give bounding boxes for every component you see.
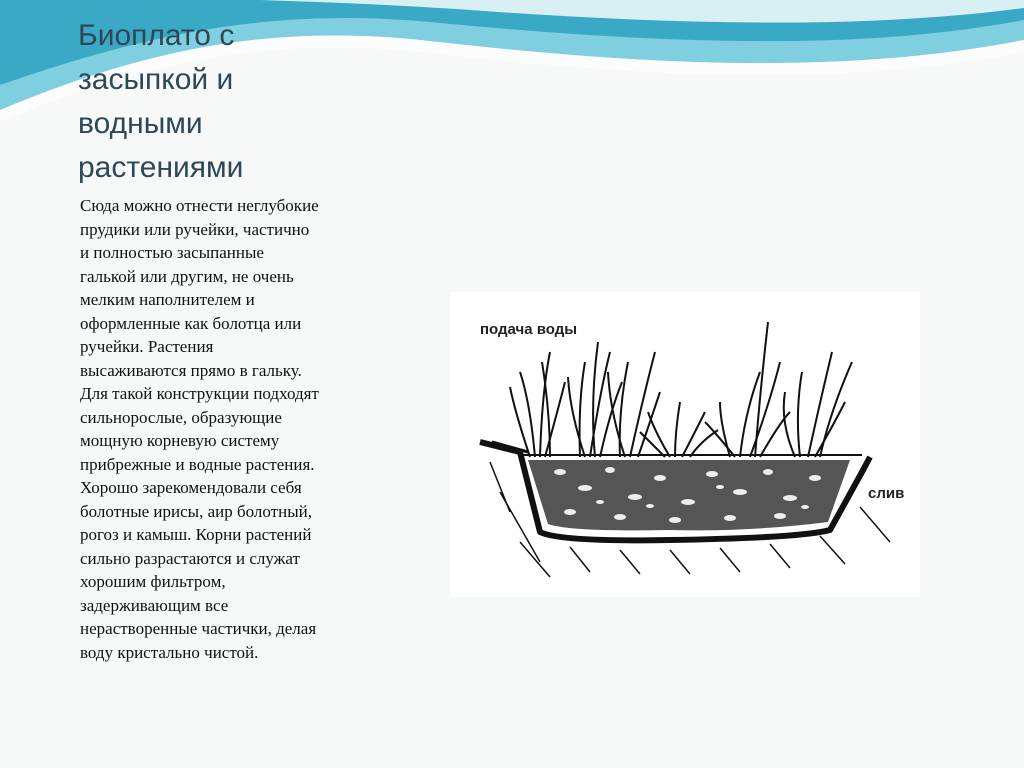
biofilter-illustration (450, 292, 920, 597)
body-text: Сюда можно отнести неглубокие прудики или ручейки, частично и полностью засыпанные галькой или другим, не очень мелким наполнителем и оформленные как болотца или ручейки. Растения высаживаются прямо в гальку. Для такой конструкции подходят сильнорослые, образующие мощную корневую систему прибрежные и водные растения. Хорошо зарекомендовали себя болотные ирисы, аир болотный, рогоз и камыш. Корни растений сильно разрастаются и служат хорошим фильтром, задерживающим все нерастворенные частички, делая воду кристально чистой. (80, 196, 319, 662)
title-line: водными (78, 107, 203, 140)
title-line: засыпкой и (78, 63, 234, 96)
outlet-label: слив (868, 485, 905, 502)
title-line: растениями (78, 151, 244, 184)
inlet-label: подача воды (480, 321, 578, 338)
title-line: Биоплато с (78, 19, 235, 52)
slide-title (78, 14, 338, 190)
biofilter-diagram (450, 292, 920, 597)
